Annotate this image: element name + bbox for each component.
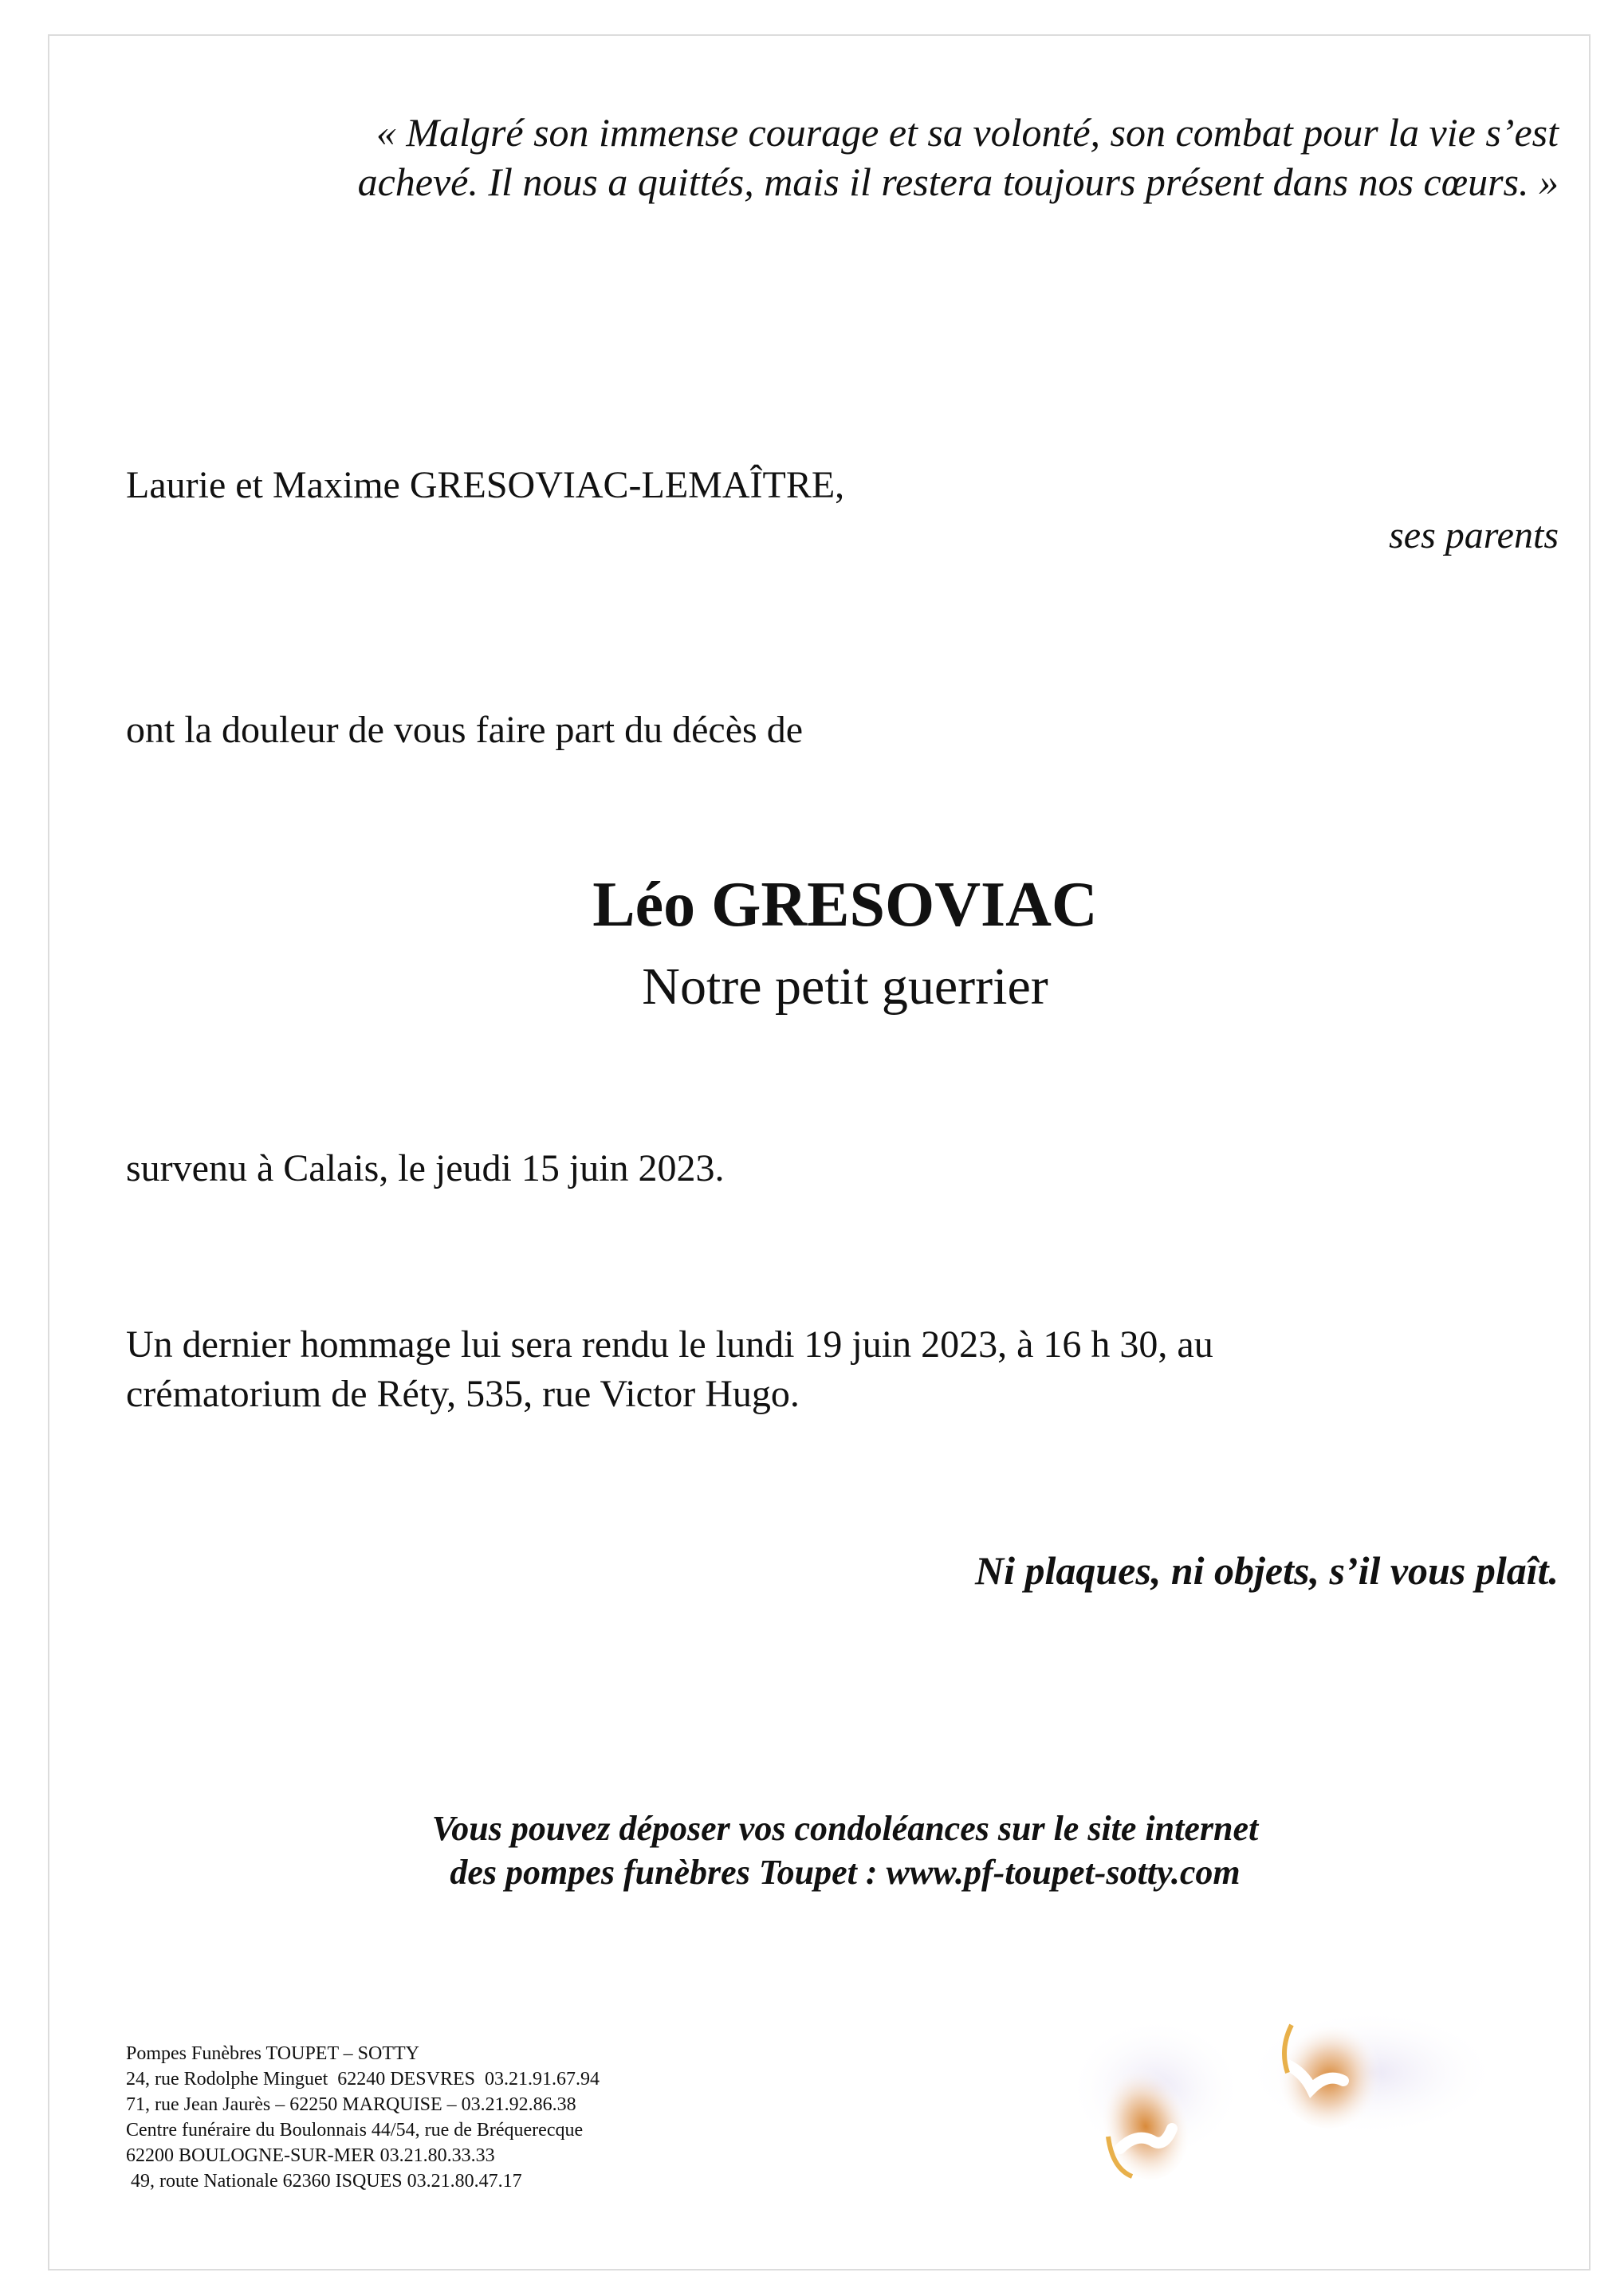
orchid-right <box>1244 2003 1499 2143</box>
footer-line: 24, rue Rodolphe Minguet 62240 DESVRES 03.21.91.67.94 <box>126 2069 600 2090</box>
deceased-subtitle: Notre petit guerrier <box>642 957 1048 1016</box>
orchid-flowers-image <box>1076 1977 1555 2256</box>
announcement-text: ont la douleur de vous faire part du décès de <box>126 709 804 751</box>
ceremony-line-2: crématorium de Réty, 535, rue Victor Hugo. <box>126 1373 800 1415</box>
quote-line-2: achevé. Il nous a quittés, mais il restera toujours présent dans nos cœurs. » <box>357 159 1559 204</box>
family-relation: ses parents <box>1389 514 1559 556</box>
footer-line: 71, rue Jean Jaurès – 62250 MARQUISE – 03.21.92.86.38 <box>126 2094 576 2115</box>
deceased-name: Léo GRESOVIAC <box>592 870 1098 940</box>
quote-line-1: « Malgré son immense courage et sa volonté, son combat pour la vie s’est <box>376 110 1559 155</box>
footer-line: Pompes Funèbres TOUPET – SOTTY <box>126 2043 420 2064</box>
footer-line: 62200 BOULOGNE-SUR-MER 03.21.80.33.33 <box>126 2145 495 2166</box>
funeral-home-contact <box>126 2041 600 2194</box>
death-info: survenu à Calais, le jeudi 15 juin 2023. <box>126 1147 725 1189</box>
epitaph-quote <box>163 108 1559 206</box>
condolences-line-1: Vous pouvez déposer vos condoléances sur le site internet <box>431 1809 1259 1848</box>
footer-line: Centre funéraire du Boulonnais 44/54, rue de Bréquerecque <box>126 2120 584 2141</box>
orchid-left <box>1076 2017 1244 2190</box>
footer-line: 49, route Nationale 62360 ISQUES 03.21.80.47.17 <box>126 2171 522 2192</box>
ceremony-line-1: Un dernier hommage lui sera rendu le lundi 19 juin 2023, à 16 h 30, au <box>126 1323 1213 1366</box>
no-flowers-request: Ni plaques, ni objets, s’il vous plaît. <box>974 1548 1559 1593</box>
family-names: Laurie et Maxime GRESOVIAC-LEMAÎTRE, <box>126 464 845 506</box>
condolences-line-2: des pompes funèbres Toupet : www.pf-toupet-sotty.com <box>450 1853 1241 1892</box>
